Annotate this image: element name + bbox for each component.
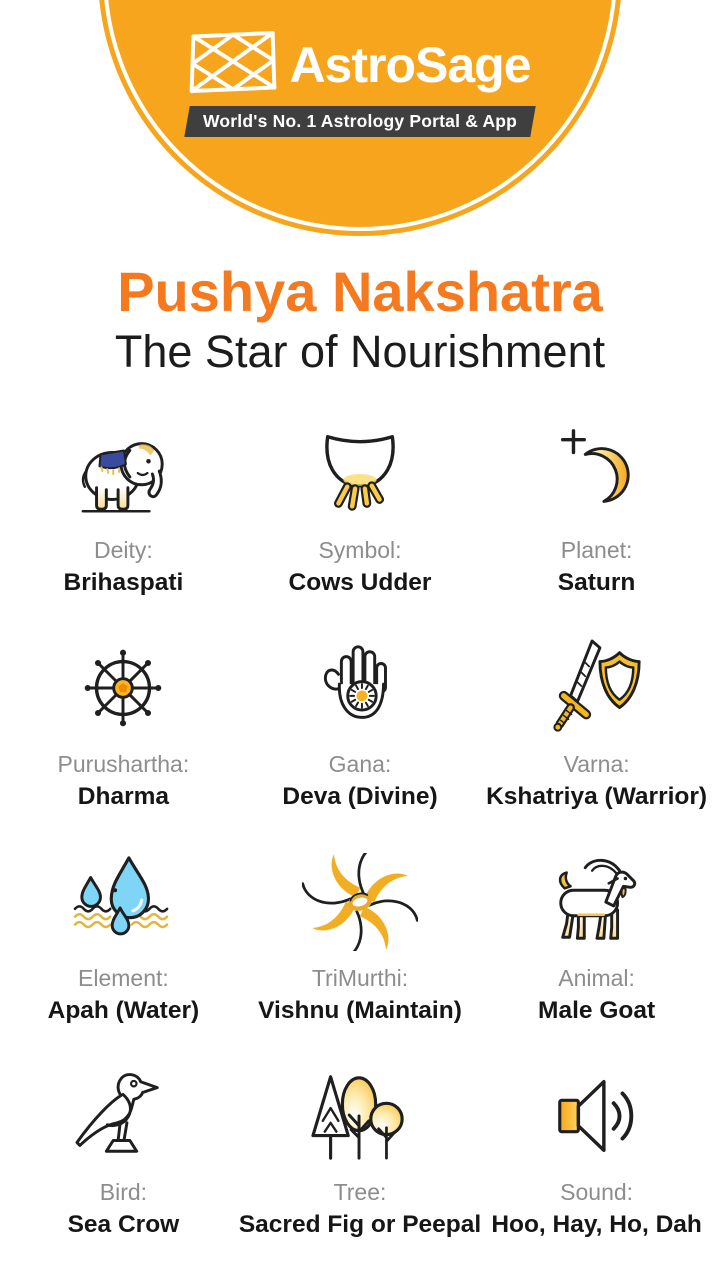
blessing-hand-icon: [306, 637, 414, 737]
attribute-value: Sacred Fig or Peepal: [238, 1210, 482, 1238]
attribute-card-symbol: [239, 423, 481, 597]
attribute-label: Purushartha:: [57, 751, 190, 778]
attribute-card-planet: [481, 423, 712, 597]
attribute-card-tree: [239, 1065, 481, 1239]
attribute-card-bird: [8, 1065, 239, 1239]
attribute-card-deity: [8, 423, 239, 597]
elephant-icon: [69, 423, 177, 523]
crow-icon: [69, 1065, 177, 1165]
kundli-chart-icon: [189, 30, 277, 99]
attribute-label: TriMurthi:: [311, 965, 409, 992]
sword-shield-icon: [543, 637, 651, 737]
swirl-chakra-icon: [302, 851, 418, 951]
attribute-label: Sound:: [560, 1179, 634, 1206]
attribute-card-gana: [239, 637, 481, 811]
attribute-value: Hoo, Hay, Ho, Dah: [491, 1210, 702, 1238]
brand-banner: [0, 0, 720, 236]
attribute-value: Deva (Divine): [282, 782, 438, 810]
attribute-card-trimurthi: [239, 851, 481, 1025]
attribute-value: Cows Udder: [288, 568, 432, 596]
attribute-label: Gana:: [328, 751, 392, 778]
attribute-value: Apah (Water): [47, 996, 200, 1024]
water-drops-icon: [69, 851, 177, 951]
page-title: Pushya Nakshatra: [117, 260, 603, 323]
attribute-card-sound: [481, 1065, 712, 1239]
attribute-value: Male Goat: [538, 996, 656, 1024]
attribute-label: Tree:: [333, 1179, 387, 1206]
attribute-card-element: [8, 851, 239, 1025]
attribute-value: Sea Crow: [67, 1210, 180, 1238]
attribute-label: Symbol:: [318, 537, 402, 564]
attribute-label: Deity:: [94, 537, 153, 564]
speaker-icon: [543, 1065, 651, 1165]
trees-icon: [306, 1065, 414, 1165]
goat-icon: [543, 851, 651, 951]
page-subtitle: The Star of Nourishment: [114, 326, 606, 378]
attribute-label: Element:: [78, 965, 169, 992]
attribute-card-animal: [481, 851, 712, 1025]
cow-udder-icon: [306, 423, 414, 523]
dharma-wheel-icon: [69, 637, 177, 737]
attribute-label: Animal:: [558, 965, 635, 992]
attribute-card-purushartha: [8, 637, 239, 811]
attribute-label: Planet:: [560, 537, 633, 564]
brand-name: AstroSage: [289, 36, 531, 93]
attribute-value: Dharma: [77, 782, 170, 810]
attribute-value: Kshatriya (Warrior): [486, 782, 708, 810]
attribute-value: Vishnu (Maintain): [258, 996, 462, 1024]
attribute-card-varna: [481, 637, 712, 811]
brand-tagline: World's No. 1 Astrology Portal & App: [184, 106, 536, 137]
attribute-label: Varna:: [563, 751, 630, 778]
saturn-crescent-icon: [543, 423, 651, 523]
attribute-value: Saturn: [557, 568, 636, 596]
attribute-label: Bird:: [99, 1179, 148, 1206]
attribute-value: Brihaspati: [63, 568, 184, 596]
brand-logo: [189, 30, 530, 99]
attributes-grid: [0, 423, 720, 1239]
